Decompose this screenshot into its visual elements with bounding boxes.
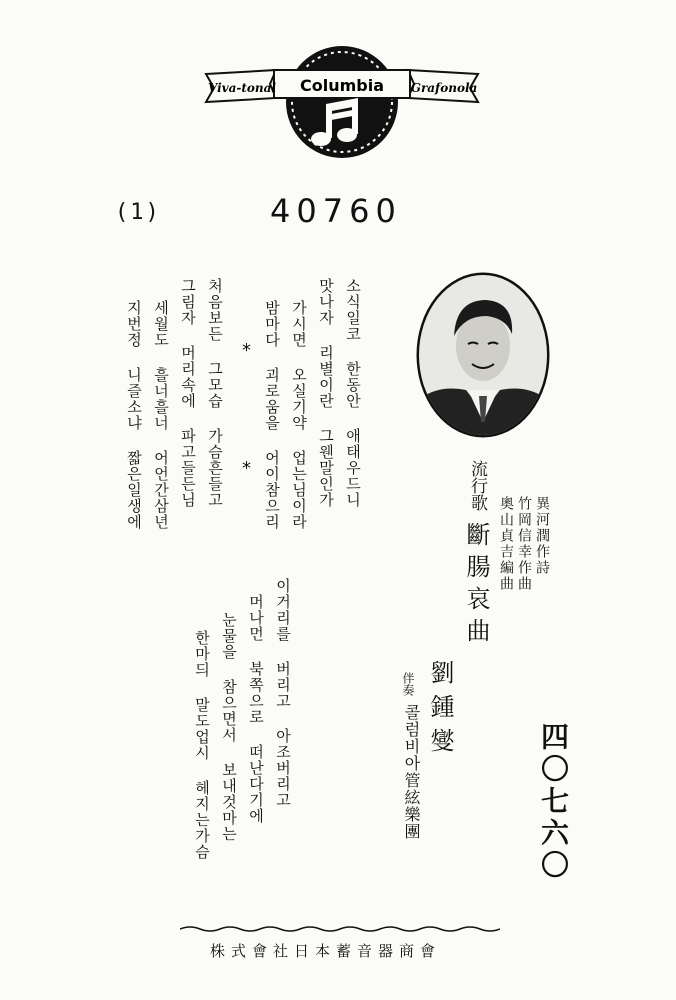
verse-separator: *	[242, 340, 251, 361]
lyric-line: 처음보든 그모습 가슴흔들고	[206, 278, 224, 508]
footer-company: 株式會社日本蓄音器商會	[210, 942, 442, 960]
lyric-line: 소식일코 한동안 애태우드니	[344, 278, 362, 508]
lyric-line: 그림자 머리속에 파고들든님	[179, 278, 197, 508]
lyric-line: 지번정 니즐소냐 짧은일생에	[125, 300, 143, 530]
accompaniment-name: 콜럼비아管絃樂團	[402, 704, 421, 840]
credit-music: 竹岡信幸作曲	[516, 496, 532, 592]
logo-right-text: Grafonola	[410, 81, 478, 95]
lyric-line: 눈물을 참으면서 보내것마는	[220, 612, 238, 842]
singer-portrait	[416, 272, 550, 438]
verse-separator: *	[242, 458, 251, 479]
footer-divider	[180, 925, 500, 933]
catalog-number: 40760	[270, 192, 402, 230]
lyric-line: 머나먼 북쪽으로 떠난다기에	[247, 594, 265, 824]
lyric-line: 밤마다 괴로움을 어이참으리	[263, 300, 281, 530]
logo-center-text: Columbia	[299, 76, 385, 95]
accompaniment-label: 伴奏	[401, 672, 415, 696]
catalog-number-kanji: 四〇七六〇	[537, 722, 570, 882]
logo-left-text: Viva-tonal	[208, 81, 276, 95]
credit-arrangement: 奧山貞吉編曲	[498, 496, 514, 592]
lyric-line: 가시면 오실기약 업는님이라	[290, 300, 308, 530]
lyric-line: 이거리를 버리고 아조버리고	[274, 578, 292, 808]
song-genre: 流行歌	[467, 460, 487, 511]
singer-name: 劉鍾燮	[426, 660, 454, 762]
lyric-line: 맛나자 리별이란 그웬말인가	[317, 278, 335, 508]
song-title: 斷腸哀曲	[462, 522, 490, 650]
lyric-line: 한마듸 말도업시 헤지는가슴	[193, 630, 211, 860]
lyric-line: 세월도 흘너흘너 어언간삼년	[152, 300, 170, 530]
columbia-logo	[204, 40, 480, 160]
side-number: (1)	[115, 200, 161, 225]
credit-lyrics: 異河潤作詩	[534, 496, 550, 576]
